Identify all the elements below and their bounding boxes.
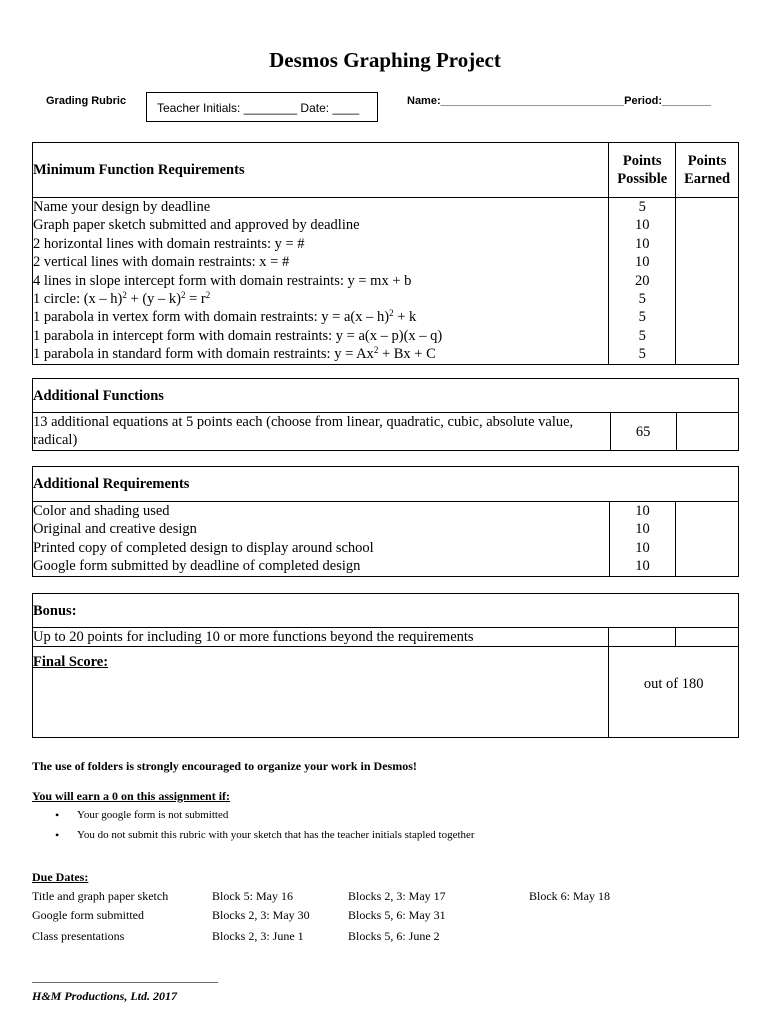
points-earned-cell[interactable]	[676, 502, 739, 577]
name-period-field: Name:______________________________Period:________	[407, 95, 711, 107]
requirement-item: 1 parabola in vertex form with domain restraints: y = a(x – h)$^2$ + k	[33, 308, 417, 326]
due-date: Blocks 5, 6: May 31	[348, 908, 446, 922]
requirement-item: Google form submitted by deadline of completed design	[33, 558, 361, 575]
final-score-cell	[33, 647, 609, 738]
due-date: Block 6: May 18	[529, 889, 610, 903]
additional-requirements-table	[32, 466, 739, 577]
section-heading: Bonus:	[33, 594, 739, 628]
requirement-item: 2 vertical lines with domain restraints: x = #	[33, 254, 290, 271]
requirement-item: 2 horizontal lines with domain restraints: y = #	[33, 235, 305, 252]
due-date: Block 5: May 16	[212, 889, 293, 903]
footer-rule: _______________________________	[32, 970, 218, 984]
requirement-list	[33, 502, 610, 577]
requirement-item: 4 lines in slope intercept form with domain restraints: y = mx + b	[33, 272, 412, 289]
points-earned-cell[interactable]	[676, 198, 739, 365]
requirement-item: 1 parabola in intercept form with domain restraints: y = a(x – p)(x – q)	[33, 327, 443, 344]
due-date: Blocks 2, 3: June 1	[212, 929, 304, 943]
footer-credit: H&M Productions, Ltd. 2017	[32, 989, 178, 1003]
requirement-item: Color and shading used	[33, 503, 170, 519]
additional-functions-table	[32, 378, 739, 451]
due-date: Blocks 2, 3: May 30	[212, 908, 310, 922]
page-title: Desmos Graphing Project	[269, 48, 501, 72]
bullet-item: You do not submit this rubric with your sketch that has the teacher initials stapled together	[77, 829, 475, 841]
points-possible-list: 5 10 10 10 20 5 5 5 5	[609, 198, 676, 365]
due-task: Google form submitted	[32, 908, 144, 922]
minimum-requirements-table	[32, 142, 739, 365]
points-possible-header: Points Possible	[609, 143, 676, 198]
bonus-table	[32, 593, 739, 738]
additional-functions-text: 13 additional equations at 5 points each (choose from linear, quadratic, cubic, absolute value, radical)	[33, 413, 611, 451]
points-possible: 65	[610, 413, 676, 451]
points-earned-cell[interactable]	[676, 413, 738, 451]
section-heading: Additional Requirements	[33, 467, 739, 502]
due-dates-heading: Due Dates:	[32, 870, 89, 884]
earn-zero-heading: You will earn a 0 on this assignment if:	[32, 789, 231, 803]
final-score-total[interactable]: out of 180	[609, 647, 739, 738]
requirement-item: 1 parabola in standard form with domain restraints: $y = Ax^2 + Bx + C$	[33, 345, 436, 363]
due-task: Class presentations	[32, 929, 125, 943]
grading-rubric-label: Grading Rubric	[46, 95, 127, 107]
bullet-item: Your google form is not submitted	[77, 809, 229, 821]
due-date: Blocks 5, 6: June 2	[348, 929, 440, 943]
folders-note: The use of folders is strongly encouraged to organize your work in Desmos!	[32, 759, 417, 773]
points-earned-header: Points Earned	[676, 143, 739, 198]
requirement-item: Name your design by deadline	[33, 199, 211, 215]
bullet-icon: •	[55, 828, 60, 842]
requirement-list	[33, 198, 609, 365]
section-heading: Additional Functions	[33, 379, 739, 413]
requirement-item: 1 circle: $(x - h)^2 + (y - k)^2 = r^2$	[33, 289, 211, 307]
bonus-text: Up to 20 points for including 10 or more functions beyond the requirements	[33, 628, 609, 647]
bonus-possible-cell	[609, 628, 676, 647]
final-score-label: Final Score:	[33, 654, 109, 670]
requirement-item: Original and creative design	[33, 521, 197, 538]
bonus-earned-cell[interactable]	[676, 628, 739, 647]
bullet-icon: •	[55, 808, 60, 822]
due-task: Title and graph paper sketch	[32, 889, 169, 903]
requirement-item: Graph paper sketch submitted and approved by deadline	[33, 217, 360, 234]
points-possible-list: 10 10 10 10	[609, 502, 676, 577]
section-heading: Minimum Function Requirements	[33, 143, 609, 198]
teacher-initials-box: Teacher Initials: ________ Date: ____	[146, 92, 378, 122]
requirement-item: Printed copy of completed design to display around school	[33, 539, 374, 556]
due-date: Blocks 2, 3: May 17	[348, 889, 446, 903]
